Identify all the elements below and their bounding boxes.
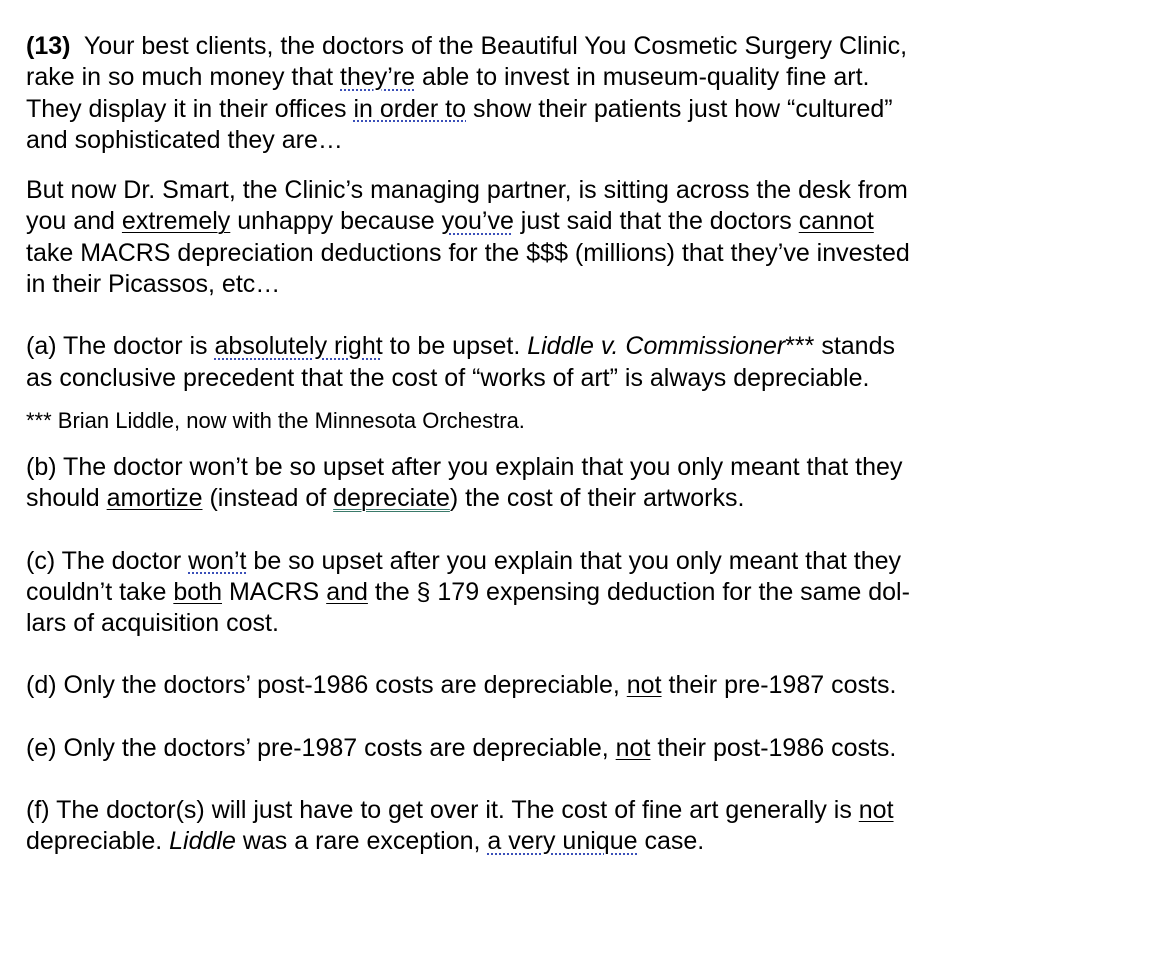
underlined-word: amortize	[106, 484, 203, 513]
option-b	[26, 452, 1026, 515]
question-line-2	[26, 62, 1026, 93]
grammar-flag[interactable]: absolutely right	[214, 332, 383, 361]
text-segment: (a) The doctor is	[26, 332, 215, 361]
body-line-2	[26, 206, 1026, 237]
underlined-word: not	[615, 733, 651, 762]
underlined-word: and	[326, 577, 368, 606]
body-line-4: in their Picassos, etc…	[26, 270, 281, 299]
option-a-line-1	[26, 331, 1026, 362]
text-segment: depreciable.	[26, 827, 170, 856]
option-c-line-3: lars of acquisition cost.	[26, 609, 279, 638]
text-segment: They display it in their offices	[26, 94, 354, 123]
option-a	[26, 331, 1026, 394]
text-segment: (d) Only the doctors’ post-1986 costs are depreciable,	[26, 671, 627, 700]
grammar-flag[interactable]: a very unique	[487, 827, 638, 856]
question-text: Your best clients, the doctors of the Beautiful You Cosmetic Surgery Clinic,	[83, 32, 908, 60]
underlined-word: both	[173, 577, 222, 606]
underlined-word: not	[626, 671, 662, 700]
body-line-1: But now Dr. Smart, the Clinic’s managing partner, is sitting across the desk from	[26, 176, 908, 205]
option-b-line-2	[26, 483, 1026, 514]
grammar-flag[interactable]: they’re	[340, 63, 416, 92]
footnote	[26, 407, 1026, 435]
option-d	[26, 670, 1026, 701]
question-line-1	[26, 31, 1026, 62]
underlined-word: cannot	[798, 207, 874, 236]
case-citation: Liddle	[169, 827, 236, 856]
question-line-4: and sophisticated they are…	[26, 125, 343, 154]
grammar-flag[interactable]: won’t	[188, 546, 247, 575]
underlined-word: not	[858, 796, 894, 825]
footnote-text: *** Brian Liddle, now with the Minnesota Orchestra.	[26, 407, 525, 433]
question-number: (13)	[26, 32, 71, 60]
document-page	[26, 31, 1026, 858]
text-segment: able to invest in museum-quality fine art.	[415, 63, 870, 92]
text-segment: unhappy because	[230, 207, 442, 236]
question-line-3	[26, 94, 1026, 125]
option-f-line-1	[26, 795, 1026, 826]
option-c	[26, 546, 1026, 640]
body-line-3: take MACRS depreciation deductions for the $$$ (millions) that they’ve invested	[26, 238, 910, 267]
grammar-flag[interactable]: you’ve	[441, 207, 514, 236]
text-segment: *** stands	[785, 332, 895, 361]
text-segment: MACRS	[222, 577, 327, 606]
text-segment: their pre-1987 costs.	[661, 671, 897, 700]
option-f-line-2	[26, 826, 1026, 857]
text-segment: (c) The doctor	[26, 546, 189, 575]
text-segment: should	[26, 484, 107, 513]
text-segment: couldn’t take	[26, 577, 174, 606]
case-citation: Liddle v. Commissioner	[527, 332, 786, 361]
text-segment: to be upset.	[382, 332, 528, 361]
text-segment: was a rare exception,	[235, 827, 488, 856]
text-segment: case.	[637, 827, 705, 856]
text-segment: their post-1986 costs.	[650, 733, 897, 762]
text-segment: the § 179 expensing deduction for the same dol-	[367, 577, 910, 606]
option-c-line-2	[26, 577, 1026, 608]
question-paragraph	[26, 31, 1026, 156]
underlined-word: extremely	[121, 207, 231, 236]
text-segment: (instead of	[202, 484, 334, 513]
grammar-flag[interactable]: in order to	[353, 94, 467, 123]
option-f	[26, 795, 1026, 858]
text-segment: rake in so much money that	[26, 63, 341, 92]
text-segment: (f) The doctor(s) will just have to get over it. The cost of fine art generally is	[26, 796, 859, 825]
option-d-line-1	[26, 670, 1026, 701]
option-e-line-1	[26, 733, 1026, 764]
text-segment: ) the cost of their artworks.	[449, 484, 745, 513]
body-paragraph	[26, 175, 1026, 300]
text-segment: you and	[26, 207, 122, 236]
option-e	[26, 733, 1026, 764]
text-segment: just said that the doctors	[513, 207, 799, 236]
option-a-line-2: as conclusive precedent that the cost of “works of art” is always depreciable.	[26, 363, 870, 392]
text-segment: (e) Only the doctors’ pre-1987 costs are depreciable,	[26, 733, 616, 762]
spelling-flag[interactable]: depreciate	[333, 484, 450, 513]
option-c-line-1	[26, 546, 1026, 577]
text-segment: be so upset after you explain that you only meant that they	[246, 546, 902, 575]
text-segment: show their patients just how “cultured”	[466, 94, 893, 123]
option-b-line-1: (b) The doctor won’t be so upset after you explain that you only meant that they	[26, 452, 903, 481]
